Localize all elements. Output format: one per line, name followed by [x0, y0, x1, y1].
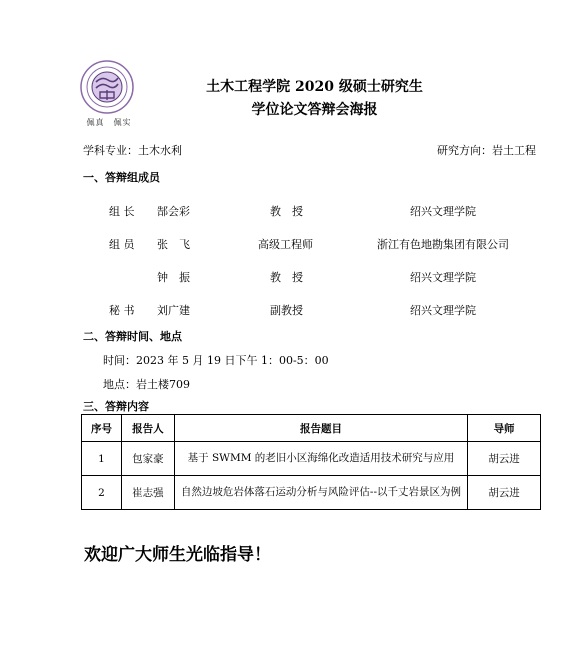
column-header: 导师 [468, 415, 541, 442]
member-role: 秘 书 [109, 304, 135, 317]
research-direction-label: 研究方向：岩土工程 [437, 144, 536, 157]
table-header-row [82, 415, 541, 442]
row-number: 2 [82, 476, 122, 510]
row-topic: 自然边坡危岩体落石运动分析与风险评估--以千丈岩景区为例 [174, 476, 467, 510]
defense-place: 地点：岩土楼709 [103, 378, 190, 391]
poster-title: 土木工程学院 2020 级硕士研究生 [206, 79, 423, 95]
member-org: 绍兴文理学院 [410, 271, 476, 284]
member-title: 高级工程师 [258, 238, 313, 251]
welcome-message: 欢迎广大师生光临指导！ [84, 545, 271, 565]
row-speaker: 包家豪 [121, 442, 174, 476]
table-row [82, 442, 541, 476]
member-title: 教 授 [270, 205, 303, 218]
member-title: 教 授 [270, 271, 303, 284]
member-org: 浙江有色地勘集团有限公司 [377, 238, 509, 251]
defense-table [81, 414, 541, 510]
defense-time: 时间：2023 年 5 月 19 日下午 1：00-5：00 [103, 354, 329, 367]
discipline-label: 学科专业：土木水利 [83, 144, 182, 157]
row-advisor: 胡云进 [468, 476, 541, 510]
member-name: 钟 振 [157, 271, 190, 284]
row-advisor: 胡云进 [468, 442, 541, 476]
member-role: 组 长 [109, 205, 135, 218]
row-topic: 基于 SWMM 的老旧小区海绵化改造适用技术研究与应用 [174, 442, 467, 476]
column-header: 报告题目 [174, 415, 467, 442]
row-number: 1 [82, 442, 122, 476]
column-header: 序号 [82, 415, 122, 442]
table-row [82, 476, 541, 510]
poster-subtitle: 学位论文答辩会海报 [251, 102, 378, 118]
member-name: 张 飞 [157, 238, 190, 251]
row-speaker: 崔志强 [121, 476, 174, 510]
column-header: 报告人 [121, 415, 174, 442]
member-name: 刘广建 [157, 304, 190, 317]
logo-motto: 佩真 佩实 [86, 118, 132, 127]
member-title: 副教授 [270, 304, 303, 317]
member-org: 绍兴文理学院 [410, 205, 476, 218]
member-name: 郜会彩 [157, 205, 190, 218]
content-heading: 三、答辩内容 [83, 400, 149, 413]
committee-heading: 一、答辩组成员 [83, 171, 160, 184]
member-role: 组 员 [109, 238, 135, 251]
schedule-heading: 二、答辩时间、地点 [83, 330, 182, 343]
member-org: 绍兴文理学院 [410, 304, 476, 317]
